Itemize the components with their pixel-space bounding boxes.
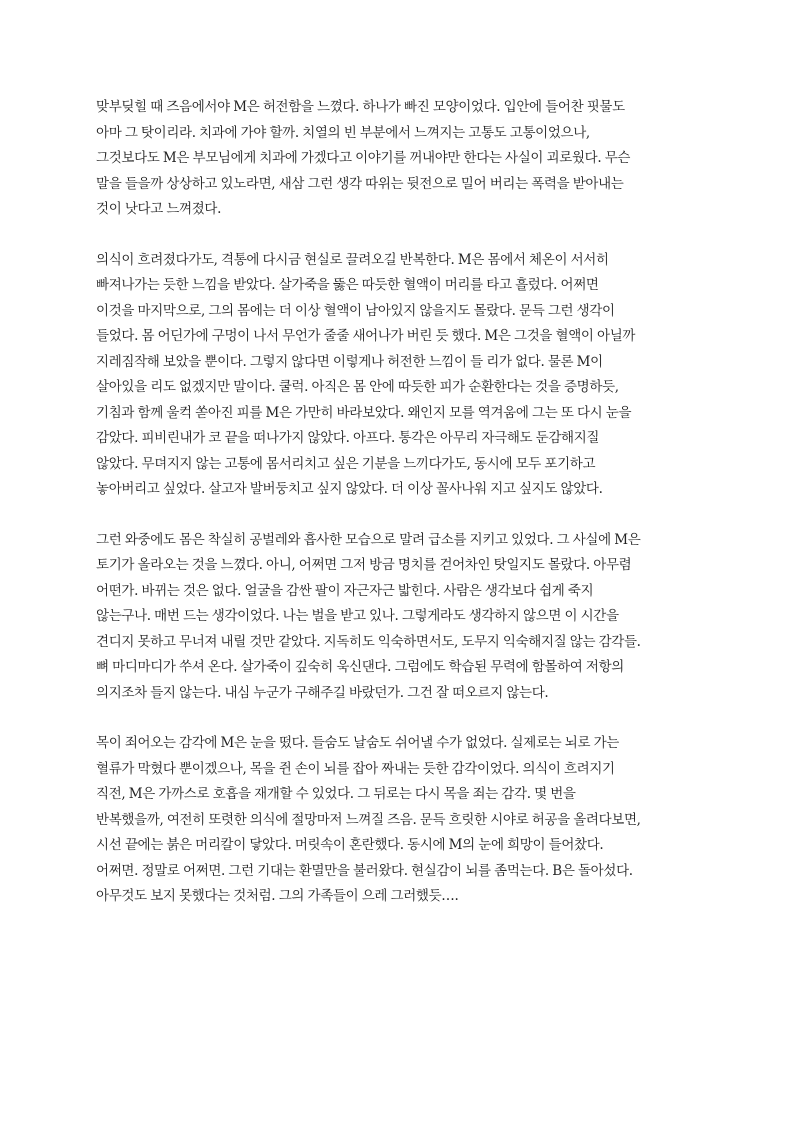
text-line: 것이 낫다고 느껴졌다. bbox=[96, 201, 222, 217]
text-line: 시선 끝에는 붉은 머리칼이 닿았다. 머릿속이 혼란했다. 동시에 M의 눈에 희망이 들어찼다. bbox=[96, 837, 604, 853]
text-line: 그런 와중에도 몸은 착실히 공벌레와 흡사한 모습으로 말려 급소를 지키고 있었다. 그 사실에 M은 bbox=[96, 531, 641, 548]
text-line: 감았다. 피비린내가 코 끝을 떠나가지 않았다. 아프다. 통각은 아무리 자극해도 둔감해지질 bbox=[96, 430, 600, 446]
text-line: 기침과 함께 울컥 쏟아진 피를 M은 가만히 바라보았다. 왜인지 모를 역겨움에 그는 또 다시 눈을 bbox=[96, 404, 632, 421]
text-line: 아마 그 탓이리라. 치과에 가야 할까. 치열의 빈 부분에서 느껴지는 고통도 고통이었으나, bbox=[96, 124, 590, 141]
text-line: 뼈 마디마디가 쑤셔 온다. 살가죽이 깊숙히 욱신댄다. 그럼에도 학습된 무력에 함몰하여 저항의 bbox=[96, 659, 624, 675]
text-line: 직전, M은 가까스로 호흡을 재개할 수 있었다. 그 뒤로는 다시 목을 죄는 감각. 몇 번을 bbox=[96, 786, 576, 802]
text-line: 아무것도 보지 못했다는 것처럼. 그의 가족들이 으레 그러했듯…. bbox=[96, 888, 459, 904]
text-line: 않았다. 무뎌지지 않는 고통에 몸서리치고 싶은 기분을 느끼다가도, 동시에 모두 포기하고 bbox=[96, 455, 596, 472]
document-body bbox=[96, 95, 708, 935]
text-line: 의식이 흐려졌다가도, 격통에 다시금 현실로 끌려오길 반복한다. M은 몸에서 체온이 서서히 bbox=[96, 251, 609, 268]
text-line: 지레짐작해 보았을 뿐이다. 그렇지 않다면 이렇게나 허전한 느낌이 들 리가 없다. 물론 M이 bbox=[96, 353, 603, 370]
text-line: 말을 들을까 상상하고 있노라면, 새삼 그런 생각 따위는 뒷전으로 밀어 버리는 폭력을 받아내는 bbox=[96, 175, 624, 192]
text-line: 들었다. 몸 어딘가에 구멍이 나서 무언가 줄줄 새어나가 버린 듯 했다. M은 그것을 혈액이 아닐까 bbox=[96, 328, 636, 344]
text-line: 어떤가. 바뀌는 것은 없다. 얼굴을 감싼 팔이 자근자근 밟힌다. 사람은 생각보다 쉽게 죽지 bbox=[96, 582, 594, 599]
text-line: 어쩌면. 정말로 어쩌면. 그런 기대는 환멸만을 불러왔다. 현실감이 뇌를 좀먹는다. B은 돌아섰다. bbox=[96, 862, 633, 879]
text-line: 혈류가 막혔다 뿐이겠으나, 목을 쥔 손이 뇌를 잡아 짜내는 듯한 감각이었다. 의식이 흐려지기 bbox=[96, 760, 615, 777]
paragraph-4 bbox=[96, 731, 708, 910]
text-line: 토기가 올라오는 것을 느꼈다. 아니, 어쩌면 그저 방금 명치를 걷어차인 탓일지도 몰랐다. 아무렴 bbox=[96, 557, 632, 573]
text-line: 않는구나. 매번 드는 생각이었다. 나는 벌을 받고 있나. 그렇게라도 생각하지 않으면 이 시간을 bbox=[96, 608, 619, 624]
text-line: 놓아버리고 싶었다. 살고자 발버둥치고 싶지 않았다. 더 이상 꼴사나워 지고 싶지도 않았다. bbox=[96, 481, 603, 497]
text-line: 목이 죄어오는 감각에 M은 눈을 떴다. 들숨도 날숨도 쉬어낼 수가 없었다. 실제로는 뇌로 가는 bbox=[96, 735, 619, 751]
text-line: 반복했을까, 여전히 또렷한 의식에 절망마저 느껴질 즈음. 문득 흐릿한 시야로 허공을 올려다보면, bbox=[96, 811, 641, 828]
text-line: 그것보다도 M은 부모님에게 치과에 가겠다고 이야기를 꺼내야만 한다는 사실이 괴로웠다. 무슨 bbox=[96, 150, 631, 166]
text-line: 살아있을 리도 없겠지만 말이다. 쿨럭. 아직은 몸 안에 따듯한 피가 순환한다는 것을 증명하듯, bbox=[96, 379, 619, 395]
paragraph-1 bbox=[96, 95, 708, 223]
text-line: 의지조차 들지 않는다. 내심 누군가 구해주길 바랐던가. 그건 잘 떠오르지 않는다. bbox=[96, 684, 549, 701]
text-line: 이것을 마지막으로, 그의 몸에는 더 이상 혈액이 남아있지 않을지도 몰랐다. 문득 그런 생각이 bbox=[96, 302, 615, 319]
paragraph-3 bbox=[96, 528, 708, 707]
text-line: 맞부딪힐 때 즈음에서야 M은 허전함을 느꼈다. 하나가 빠진 모양이었다. 입안에 들어찬 핏물도 bbox=[96, 99, 625, 115]
text-line: 빠져나가는 듯한 느낌을 받았다. 살가죽을 뚫은 따듯한 혈액이 머리를 타고 흘렀다. 어쩌면 bbox=[96, 277, 599, 293]
paragraph-2 bbox=[96, 248, 708, 503]
text-line: 견디지 못하고 무너져 내릴 것만 같았다. 지독히도 익숙하면서도, 도무지 익숙해지질 않는 감각들. bbox=[96, 633, 641, 650]
